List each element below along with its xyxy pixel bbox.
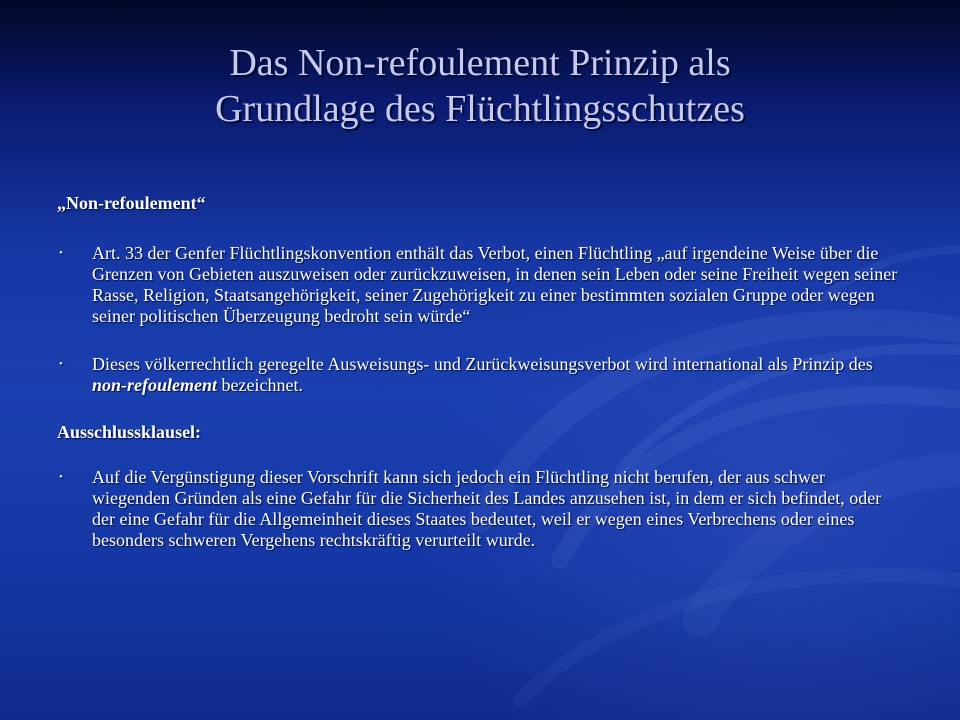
bullet-text-principle-term: non-refoulement <box>92 375 218 395</box>
bullet-text-exclusion: Auf die Vergünstigung dieser Vorschrift kann sich jedoch ein Flüchtling nicht berufen, der aus schwer wiegenden Gründen als eine Gefahr für die Sicherheit des Landes anzusehen ist, in dem er sich befindet, oder der eine Gefahr für die Allgemeinheit dieses Staates bedeutet, weil er wegen eines Verbrechens oder eines besonders schweren Vergehens rechtskräftig verurteilt wurde. <box>92 467 882 550</box>
bullet-text-principle-after: bezeichnet. <box>217 375 303 395</box>
bullet-text-article-33: Art. 33 der Genfer Flüchtlingskonvention enthält das Verbot, einen Flüchtling „auf irgendeine Weise über die Grenzen von Gebieten auszuweisen oder zurückzuweisen, in denen sein Leben oder seine Freiheit wegen seiner Rasse, Religion, Staatsangehörigkeit, seiner Zugehörigkeit zu einer bestimmten sozialen Gruppe oder wegen seiner politischen Überzeugung bedroht sein würde“ <box>92 243 898 326</box>
section-heading-exclusion-clause: Ausschlussklausel: <box>57 422 202 442</box>
spacer <box>57 327 907 354</box>
spacer <box>57 396 907 422</box>
bullet-icon: • <box>59 358 63 370</box>
section-heading-non-refoulement: „Non-refoulement“ <box>57 193 206 213</box>
bullet-item-exclusion <box>57 467 907 551</box>
slide-title-line-1: Das Non-refoulement Prinzip als <box>229 42 731 84</box>
spacer <box>57 443 907 467</box>
slide-body <box>57 193 907 551</box>
bullet-icon: • <box>59 247 63 259</box>
slide-title-line-2: Grundlage des Flüchtlingsschutzes <box>215 88 745 130</box>
bullet-item-principle <box>57 354 907 396</box>
bullet-item-article-33 <box>57 243 907 327</box>
bullet-text-principle-before: Dieses völkerrechtlich geregelte Ausweisungs- und Zurückweisungsverbot wird international als Prinzip des <box>92 354 873 374</box>
bullet-icon: • <box>59 471 63 483</box>
spacer <box>57 214 907 243</box>
slide-title <box>80 40 880 132</box>
